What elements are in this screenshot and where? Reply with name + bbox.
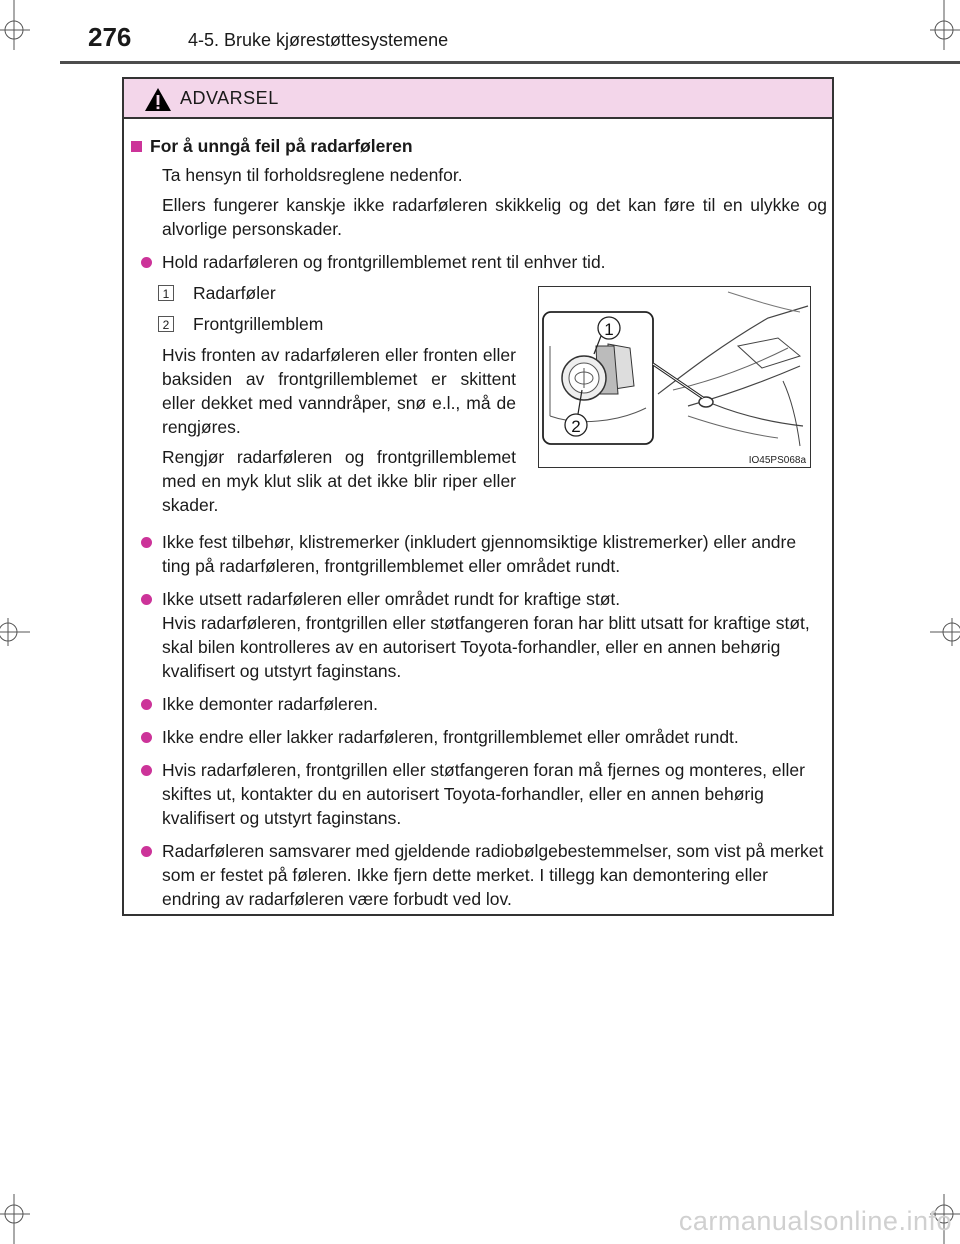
bullet-text: Hvis radarføleren, frontgrillen eller støtfangeren foran må fjernes og monteres, eller skiftes ut, kontakter du en autorisert Toyota-forhandler, eller en annen behørig kvalifisert og utstyrt faginstans. bbox=[162, 760, 805, 828]
list-item bbox=[130, 758, 827, 830]
figure-paragraph: Rengjør radarføleren og frontgrillemblemet med en myk klut slik at det ikke blir riper eller skader. bbox=[162, 447, 516, 515]
header-divider bbox=[60, 61, 960, 64]
intro-text: Ta hensyn til forholdsreglene nedenfor. bbox=[162, 165, 463, 185]
crop-mark-icon bbox=[0, 0, 40, 50]
bullet-text: Radarføleren samsvarer med gjeldende radiobølgebestemmelser, som vist på merket som er festet på føleren. Ikke fjern dette merket. I tillegg kan demontering eller endring av radarføleren være forbudt ved lov. bbox=[162, 841, 824, 909]
bullet-text: Ikke fest tilbehør, klistremerker (inkludert gjennomsiktige klistremerker) eller andre ting på radarføleren, frontgrillemblemet eller området rundt. bbox=[162, 532, 797, 576]
bullet-dot-icon bbox=[141, 537, 152, 548]
crop-mark-icon bbox=[920, 0, 960, 50]
list-item bbox=[130, 725, 827, 749]
callout-number: 1 bbox=[158, 285, 174, 301]
warning-title: For å unngå feil på radarføleren bbox=[150, 136, 413, 156]
callout-number: 2 bbox=[158, 316, 174, 332]
list-item bbox=[130, 839, 827, 911]
legend-item bbox=[162, 281, 516, 305]
section-title: 4-5. Bruke kjørestøttesystemene bbox=[188, 30, 449, 50]
bullet-text: Hold radarføleren og frontgrillemblemet rent til enhver tid. bbox=[162, 252, 606, 272]
bullet-detail: Hvis radarføleren, frontgrillen eller støtfangeren foran har blitt utsatt for kraftige støt, skal bilen kontrolleres av en autorisert Toyota-forhandler, eller en annen behørig kvalifisert og utstyrt faginstans. bbox=[162, 613, 810, 681]
callout-label: 1 bbox=[604, 320, 614, 339]
watermark: carmanualsonline.info bbox=[678, 1206, 952, 1236]
warning-title-row bbox=[130, 134, 827, 158]
intro-detail: Ellers fungerer kanskje ikke radarføleren skikkelig og det kan føre til en ulykke og alvorlige personskader. bbox=[162, 195, 827, 239]
bullet-dot-icon bbox=[141, 765, 152, 776]
legend-label: Frontgrillemblem bbox=[193, 314, 324, 334]
bullet-dot-icon bbox=[141, 699, 152, 710]
bullet-text: Ikke utsett radarføleren eller området rundt for kraftige støt. bbox=[162, 589, 621, 609]
legend-item bbox=[162, 312, 516, 336]
crop-mark-icon bbox=[0, 610, 30, 650]
crop-mark-icon bbox=[930, 610, 960, 650]
bullet-dot-icon bbox=[141, 732, 152, 743]
list-item bbox=[130, 692, 827, 716]
figure-paragraph: Hvis fronten av radarføleren eller fronten eller baksiden av frontgrillemblemet er skittent eller dekket med vanndråper, snø e.l., må de rengjøres. bbox=[162, 345, 516, 437]
warning-label: ADVARSEL bbox=[180, 88, 279, 108]
list-item bbox=[130, 250, 827, 274]
bullet-text: Ikke demonter radarføleren. bbox=[162, 694, 378, 714]
warning-triangle-icon bbox=[144, 87, 172, 112]
bullet-text: Ikke endre eller lakker radarføleren, frontgrillemblemet eller området rundt. bbox=[162, 727, 739, 747]
bullet-dot-icon bbox=[141, 846, 152, 857]
warning-content bbox=[130, 134, 827, 911]
bullet-dot-icon bbox=[141, 594, 152, 605]
callout-label: 2 bbox=[571, 417, 581, 436]
list-item bbox=[130, 587, 827, 683]
square-bullet-icon bbox=[131, 141, 142, 152]
figure-text bbox=[162, 281, 516, 517]
radar-sensor-figure bbox=[538, 286, 811, 468]
crop-mark-icon bbox=[0, 1194, 40, 1244]
warning-header bbox=[124, 79, 832, 119]
legend-label: Radarføler bbox=[193, 283, 276, 303]
list-item bbox=[130, 530, 827, 578]
page-number: 276 bbox=[88, 22, 132, 52]
figure-code: IO45PS068a bbox=[748, 455, 806, 466]
bullet-dot-icon bbox=[141, 257, 152, 268]
